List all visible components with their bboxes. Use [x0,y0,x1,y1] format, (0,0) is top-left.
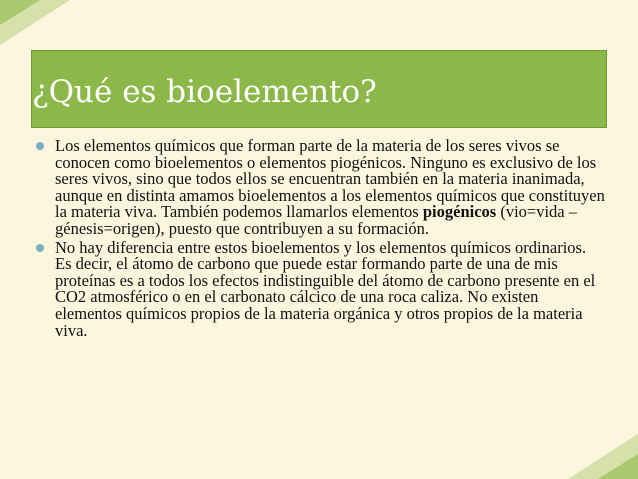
bullet-dot-icon [36,142,44,150]
corner-ornament-bottom-right [568,434,638,479]
corner-ornament-top-left [0,0,70,45]
title-bar [31,50,607,128]
bullet-1-text-after: (vio=vida – génesis=origen), puesto que contribuyen a su formación. [55,202,577,238]
bullet-dot-icon [36,244,44,252]
bullet-1-text-before: Los elementos químicos que forman parte de la materia de los seres vivos se conocen como bioelementos o elementos piogénicos. Ninguno es exclusivo de los seres vivos, sino que todos ellos se encuentran también en la materia inanimada, aunque en distinta amamos bioelementos a los elementos químicos que constituyen la materia viva. También podemos llamarlos elementos [55,136,605,222]
bullet-item-2 [33,237,605,340]
bullet-1-bold-term: piogénicos [422,202,497,222]
bullet-list [33,138,605,341]
bullet-item-1 [33,138,605,238]
bullet-2-text: No hay diferencia entre estos bioelementos y los elementos químicos ordinarios. Es decir, el átomo de carbono que puede estar formando parte de una de mis proteínas es a todos los efectos indistinguible del átomo de carbono presente en el CO2 atmosférico o en el carbonato cálcico de una roca caliza. No existen elementos químicos propios de la materia orgánica y otros propios de la materia viva. [55,237,596,340]
slide-title: ¿Qué es bioelemento? [32,74,377,110]
